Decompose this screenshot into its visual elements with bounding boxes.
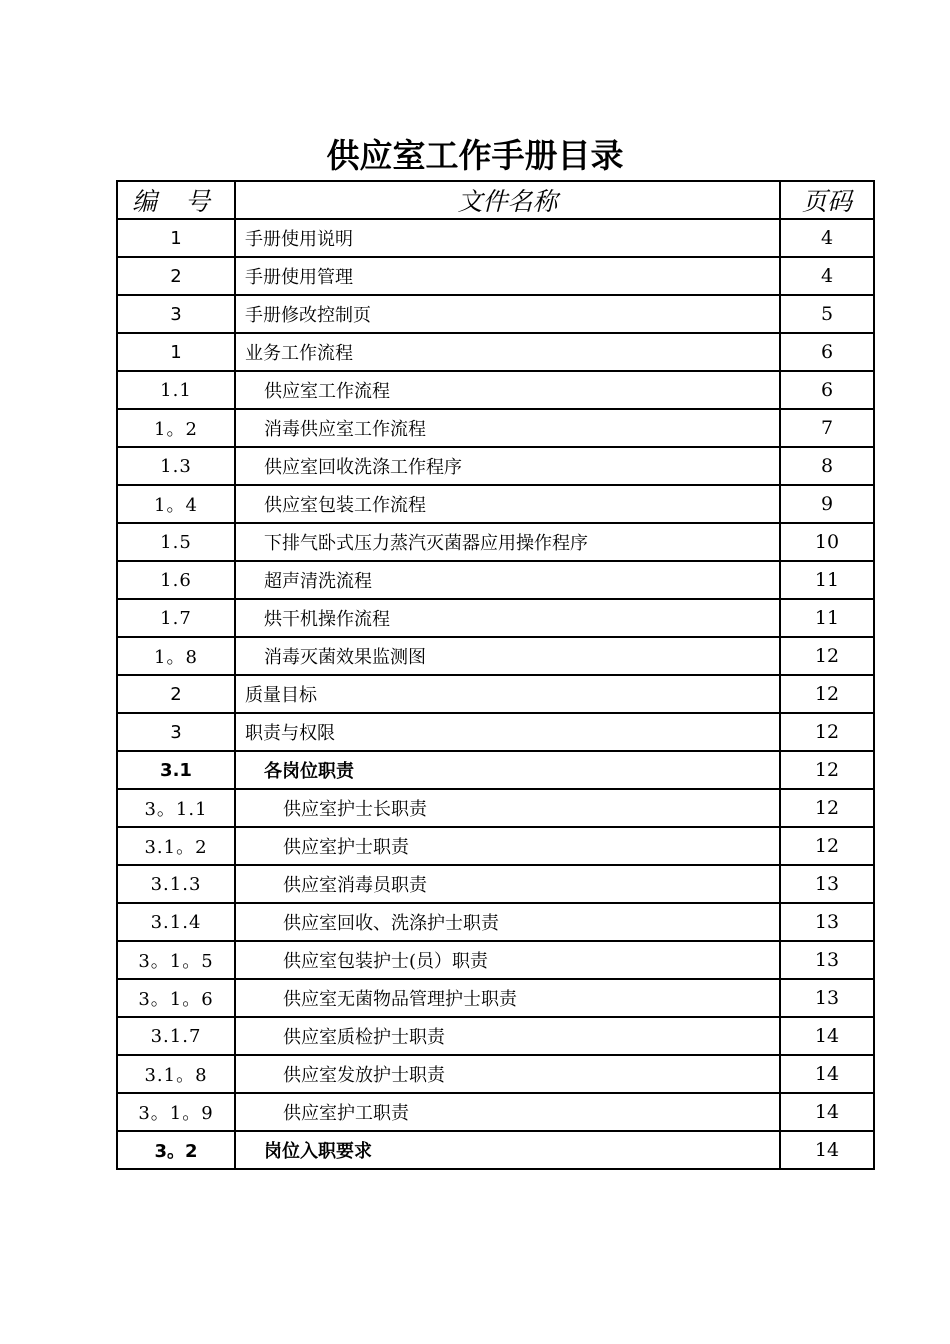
- row-name: 下排气卧式压力蒸汽灭菌器应用操作程序: [235, 523, 780, 561]
- toc-row: [117, 295, 874, 333]
- row-page: 12: [780, 751, 874, 789]
- toc-row: [117, 979, 874, 1017]
- row-page: 14: [780, 1131, 874, 1169]
- row-number: 3.1。8: [117, 1055, 235, 1093]
- row-page: 9: [780, 485, 874, 523]
- row-name: 供应室护工职责: [235, 1093, 780, 1131]
- row-page: 6: [780, 333, 874, 371]
- toc-row: [117, 903, 874, 941]
- toc-row: [117, 675, 874, 713]
- row-page: 14: [780, 1055, 874, 1093]
- toc-row: [117, 371, 874, 409]
- row-number: 2: [117, 675, 235, 713]
- row-page: 14: [780, 1093, 874, 1131]
- row-name: 供应室护士职责: [235, 827, 780, 865]
- toc-row: [117, 865, 874, 903]
- row-number: 1.1: [117, 371, 235, 409]
- toc-row: [117, 1093, 874, 1131]
- row-page: 12: [780, 637, 874, 675]
- row-name: 职责与权限: [235, 713, 780, 751]
- row-number: 1。8: [117, 637, 235, 675]
- toc-row: [117, 447, 874, 485]
- row-page: 11: [780, 561, 874, 599]
- row-name: 消毒灭菌效果监测图: [235, 637, 780, 675]
- row-number: 3.1: [117, 751, 235, 789]
- row-name: 供应室消毒员职责: [235, 865, 780, 903]
- toc-row: [117, 1017, 874, 1055]
- row-name: 供应室护士长职责: [235, 789, 780, 827]
- row-page: 4: [780, 219, 874, 257]
- toc-row: [117, 1055, 874, 1093]
- row-page: 12: [780, 789, 874, 827]
- row-name: 手册修改控制页: [235, 295, 780, 333]
- row-page: 11: [780, 599, 874, 637]
- row-page: 13: [780, 903, 874, 941]
- row-page: 7: [780, 409, 874, 447]
- row-name: 烘干机操作流程: [235, 599, 780, 637]
- row-number: 1。4: [117, 485, 235, 523]
- toc-table: [116, 180, 875, 1170]
- header-name: 文件名称: [235, 181, 780, 219]
- row-name: 质量目标: [235, 675, 780, 713]
- row-page: 10: [780, 523, 874, 561]
- header-number: 编 号: [117, 181, 235, 219]
- row-number: 1.7: [117, 599, 235, 637]
- row-name: 供应室无菌物品管理护士职责: [235, 979, 780, 1017]
- toc-row: [117, 523, 874, 561]
- toc-row: [117, 751, 874, 789]
- toc-row: [117, 1131, 874, 1169]
- row-page: 4: [780, 257, 874, 295]
- row-number: 1.5: [117, 523, 235, 561]
- row-number: 3。1.1: [117, 789, 235, 827]
- row-page: 12: [780, 713, 874, 751]
- page-title: 供应室工作手册目录: [326, 136, 624, 175]
- row-name: 供应室包装护士(员）职责: [235, 941, 780, 979]
- row-name: 消毒供应室工作流程: [235, 409, 780, 447]
- row-page: 6: [780, 371, 874, 409]
- row-number: 1: [117, 219, 235, 257]
- toc-header-row: [117, 181, 874, 219]
- row-number: 1.3: [117, 447, 235, 485]
- row-name: 岗位入职要求: [235, 1131, 780, 1169]
- toc-row: [117, 219, 874, 257]
- toc-row: [117, 941, 874, 979]
- row-number: 1: [117, 333, 235, 371]
- row-name: 手册使用管理: [235, 257, 780, 295]
- row-page: 13: [780, 865, 874, 903]
- toc-row: [117, 789, 874, 827]
- row-number: 3.1.4: [117, 903, 235, 941]
- row-number: 2: [117, 257, 235, 295]
- toc-row: [117, 561, 874, 599]
- row-page: 14: [780, 1017, 874, 1055]
- row-name: 手册使用说明: [235, 219, 780, 257]
- row-number: 3: [117, 713, 235, 751]
- row-number: 1.6: [117, 561, 235, 599]
- row-name: 供应室回收洗涤工作程序: [235, 447, 780, 485]
- row-name: 供应室发放护士职责: [235, 1055, 780, 1093]
- row-number: 3.1。2: [117, 827, 235, 865]
- row-number: 3。1。5: [117, 941, 235, 979]
- row-number: 3: [117, 295, 235, 333]
- toc-row: [117, 637, 874, 675]
- row-name: 各岗位职责: [235, 751, 780, 789]
- row-name: 业务工作流程: [235, 333, 780, 371]
- toc-row: [117, 333, 874, 371]
- row-name: 供应室包装工作流程: [235, 485, 780, 523]
- row-page: 5: [780, 295, 874, 333]
- row-page: 13: [780, 979, 874, 1017]
- toc-row: [117, 257, 874, 295]
- row-page: 12: [780, 675, 874, 713]
- row-number: 1。2: [117, 409, 235, 447]
- row-number: 3。1。9: [117, 1093, 235, 1131]
- row-number: 3。1。6: [117, 979, 235, 1017]
- row-number: 3.1.7: [117, 1017, 235, 1055]
- row-name: 供应室质检护士职责: [235, 1017, 780, 1055]
- toc-row: [117, 599, 874, 637]
- header-page: 页码: [780, 181, 874, 219]
- row-name: 供应室工作流程: [235, 371, 780, 409]
- row-page: 13: [780, 941, 874, 979]
- row-name: 超声清洗流程: [235, 561, 780, 599]
- row-number: 3。2: [117, 1131, 235, 1169]
- toc-row: [117, 409, 874, 447]
- toc-row: [117, 827, 874, 865]
- row-number: 3.1.3: [117, 865, 235, 903]
- row-page: 12: [780, 827, 874, 865]
- row-page: 8: [780, 447, 874, 485]
- row-name: 供应室回收、洗涤护士职责: [235, 903, 780, 941]
- toc-row: [117, 713, 874, 751]
- toc-row: [117, 485, 874, 523]
